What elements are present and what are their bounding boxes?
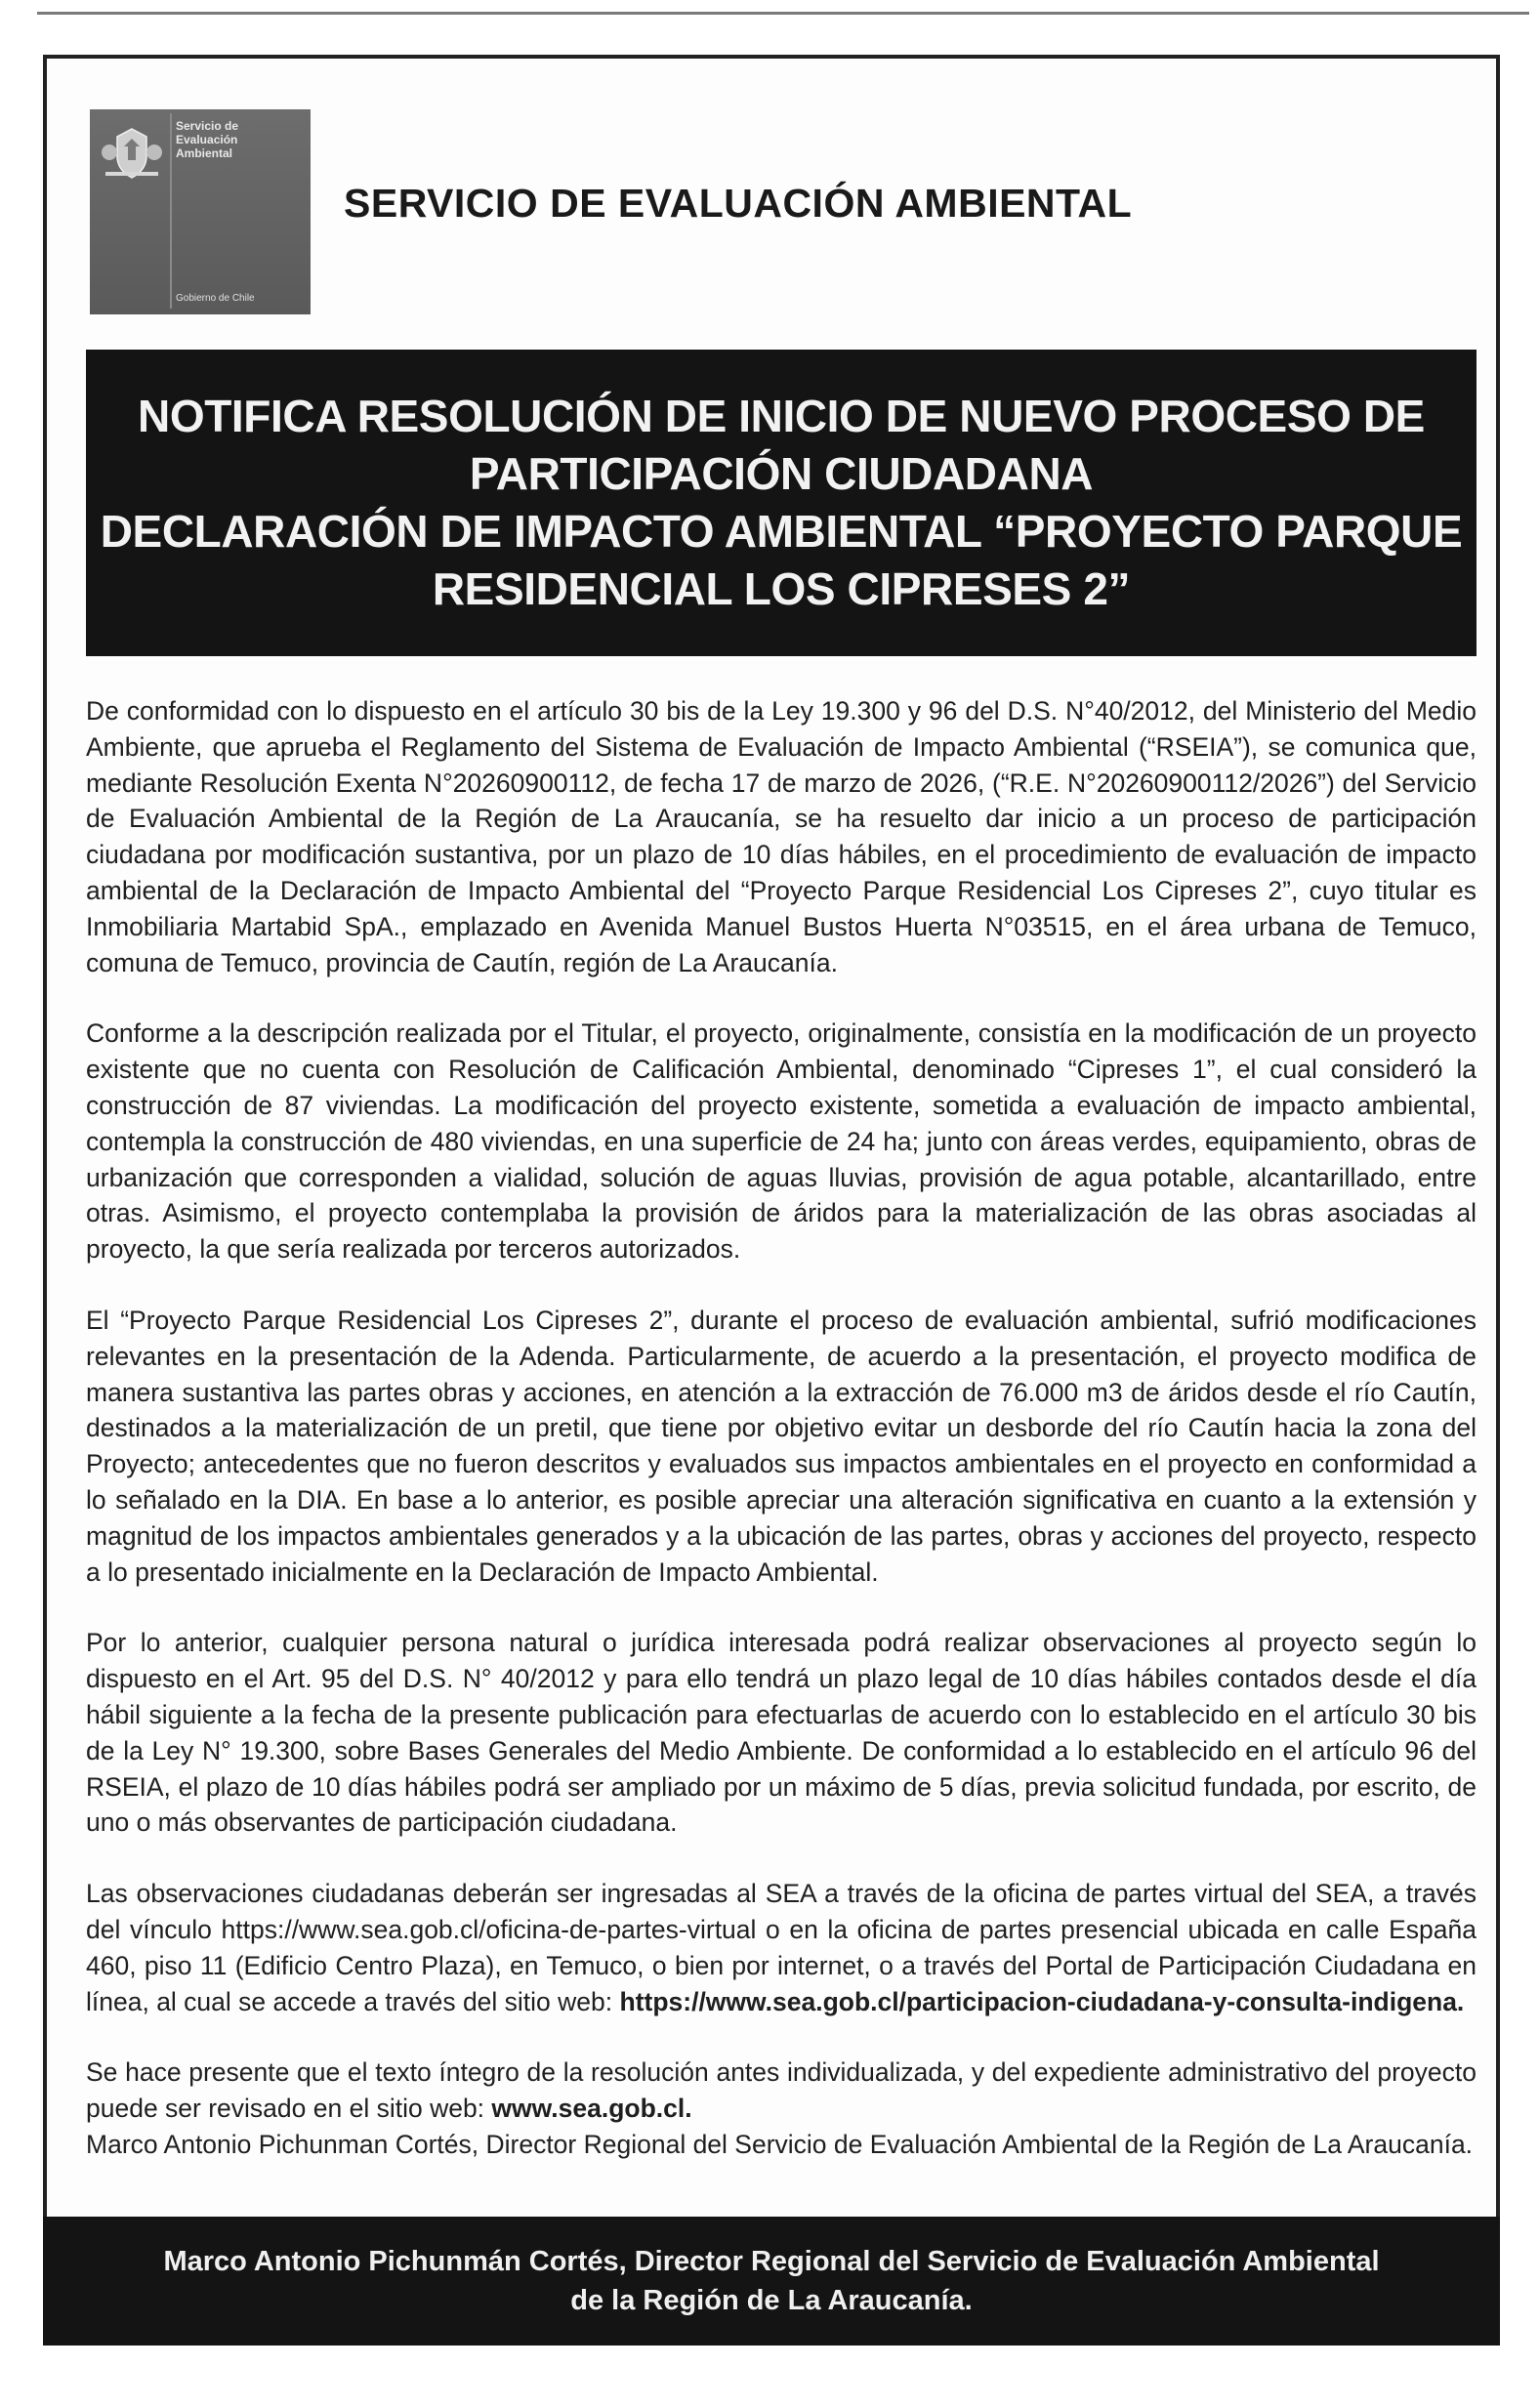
file-access-text: Se hace presente que el texto íntegro de la resolución antes individualizada, y del expediente administrativo del proyecto puede ser revisado en el sitio web: xyxy=(86,2057,1477,2124)
notice-body xyxy=(86,693,1477,2163)
title-line-1: NOTIFICA RESOLUCIÓN DE INICIO DE NUEVO PROCESO DE xyxy=(138,391,1425,441)
logo-divider xyxy=(170,113,172,309)
signature-line: Marco Antonio Pichunman Cortés, Director Regional del Servicio de Evaluación Ambiental de la Región de La Araucanía. xyxy=(86,2129,1474,2159)
paragraph-legal-basis: De conformidad con lo dispuesto en el artículo 30 bis de la Ley 19.300 y 96 del D.S. N°40/2012, del Ministerio del Medio Ambiente, que aprueba el Reglamento del Sistema de Evaluación de Impacto Ambiental (“RSEIA”), se comunica que, mediante Resolución Exenta N°20260900112, de fecha 17 de marzo de 2026, (“R.E. N°20260900112/2026”) del Servicio de Evaluación Ambiental de la Región de La Araucanía, se ha resuelto dar inicio a un proceso de participación ciudadana por modificación sustantiva, por un plazo de 10 días hábiles, en el procedimiento de evaluación de impacto ambiental de la Declaración de Impacto Ambiental del “Proyecto Parque Residencial Los Cipreses 2”, cuyo titular es Inmobiliaria Martabid SpA., emplazado en Avenida Manuel Bustos Huerta N°03515, en el área urbana de Temuco, comuna de Temuco, provincia de Cautín, región de La Araucanía. xyxy=(86,696,1477,977)
paragraph-observation-period: Por lo anterior, cualquier persona natural o jurídica interesada podrá realizar observaciones al proyecto según lo dispuesto en el Art. 95 del D.S. N° 40/2012 y para ello tendrá un plazo legal de 10 días hábiles contados desde el día hábil siguiente a la fecha de la presente publicación para efectuarlas de acuerdo con lo establecido en el artículo 30 bis de la Ley N° 19.300, sobre Bases Generales del Medio Ambiente. De conformidad a lo establecido en el artículo 96 del RSEIA, el plazo de 10 días hábiles podrá ser ampliado por un máximo de 5 días, previa solicitud fundada, por escrito, de uno o más observantes de participación ciudadana. xyxy=(86,1628,1477,1838)
title-line-2: PARTICIPACIÓN CIUDADANA xyxy=(469,448,1094,499)
title-line-4: RESIDENCIAL LOS CIPRESES 2” xyxy=(432,563,1131,614)
title-line-3: DECLARACIÓN DE IMPACTO AMBIENTAL “PROYECTO PARQUE xyxy=(100,506,1463,557)
submission-text: Las observaciones ciudadanas deberán ser ingresadas al SEA a través de la oficina de partes virtual del SEA, a través del vínculo https://www.sea.gob.cl/oficina-de-partes-virtual o en la oficina de partes presencial ubicada en calle España 460, piso 11 (Edificio Centro Plaza), en Temuco, o bien por internet, o a través del Portal de Participación Ciudadana en línea, al cual se accede a través del sitio web: xyxy=(86,1879,1477,2016)
participation-portal-link[interactable]: https://www.sea.gob.cl/participacion-ciudadana-y-consulta-indigena. xyxy=(619,1986,1465,2016)
paragraph-file-access xyxy=(86,2055,1477,2127)
paragraph-modifications: El “Proyecto Parque Residencial Los Cipreses 2”, durante el proceso de evaluación ambiental, sufrió modificaciones relevantes en la presentación de la Adenda. Particularmente, de acuerdo a la presentación, el proyecto modifica de manera sustantiva las partes obras y acciones, en atención a la extracción de 76.000 m3 de áridos desde el río Cautín, destinados a la materialización de un pretil, que tiene por objetivo evitar un desborde del río Cautín hacia la zona del Proyecto; antecedentes que no fueron descritos y evaluados sus impactos ambientales en el proyecto en conformidad a lo señalado en la DIA. En base a lo anterior, es posible apreciar una alteración significativa en cuanto a la extensión y magnitud de los impactos ambientales generados y a la ubicación de las partes, obras y acciones del proyecto, respecto a lo presentado inicialmente en la Declaración de Impacto Ambiental. xyxy=(86,1305,1477,1587)
organization-name: SERVICIO DE EVALUACIÓN AMBIENTAL xyxy=(344,181,1133,226)
notice-title-banner xyxy=(86,350,1477,656)
signature-footer-banner xyxy=(43,2217,1500,2346)
logo-government-label: Gobierno de Chile xyxy=(176,293,255,304)
chile-coat-of-arms-icon xyxy=(98,123,166,184)
sea-logo xyxy=(90,109,311,314)
top-divider xyxy=(37,12,1529,15)
footer-line-1: Marco Antonio Pichunmán Cortés, Director Regional del Servicio de Evaluación Ambiental xyxy=(163,2246,1380,2277)
logo-wordmark xyxy=(176,119,238,160)
logo-line-1: Servicio de xyxy=(176,119,239,133)
paragraph-submission-channels xyxy=(86,1876,1477,2019)
sea-website-link[interactable]: www.sea.gob.cl. xyxy=(491,2094,692,2124)
footer-line-2: de la Región de La Araucanía. xyxy=(570,2285,973,2316)
paragraph-project-description: Conforme a la descripción realizada por el Titular, el proyecto, originalmente, consistía en la modificación de un proyecto existente que no cuenta con Resolución de Calificación Ambiental, denominado “Cipreses 1”, el cual consideró la construcción de 87 viviendas. La modificación del proyecto existente, sometida a evaluación de impacto ambiental, contempla la construcción de 480 viviendas, en una superficie de 24 ha; junto con áreas verdes, equipamiento, obras de urbanización que corresponden a vialidad, solución de aguas lluvias, provisión de agua potable, alcantarillado, entre otras. Asimismo, el proyecto contemplaba la provisión de áridos para la materialización de las obras asociadas al proyecto, la que sería realizada por terceros autorizados. xyxy=(86,1018,1477,1265)
logo-line-3: Ambiental xyxy=(176,146,233,160)
logo-line-2: Evaluación xyxy=(176,133,238,146)
